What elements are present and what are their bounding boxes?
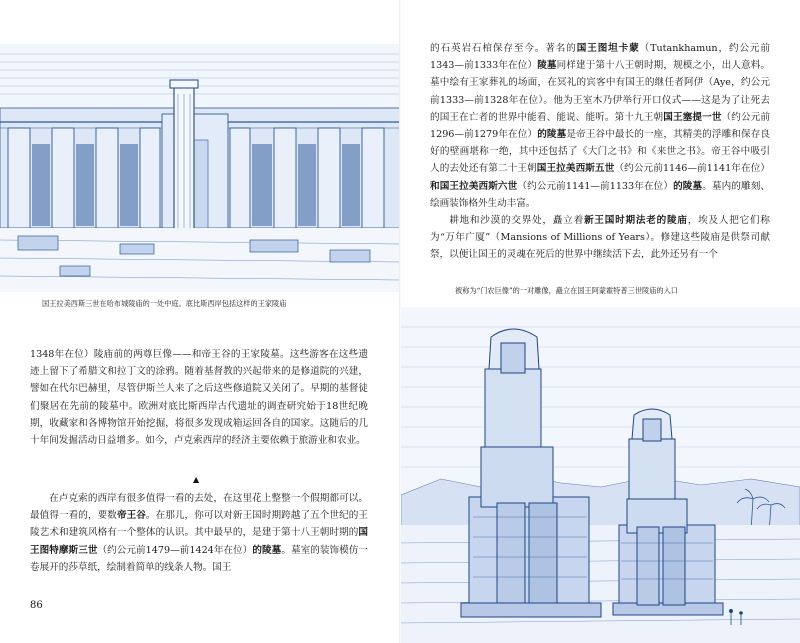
colossi-of-memnon-icon [401, 307, 800, 643]
right-paragraph-1 [430, 40, 770, 264]
right-p1-bold-ramesses-v: 国王拉美西斯五世 [536, 163, 615, 175]
right-p1-text-5: 是帝王谷中最长的一座，其精美的浮雕和保存良好的壁画堪称一绝，其中还包括了《大门之书》和《来世之书》。帝王谷中吸引人的去处还有第二十王朝 [430, 129, 771, 175]
right-p2-text-2: ，埃及人把它们称为“万年广厦”（Mansions of Millions of Years）。修建这些陵庙是供祭司献祭，以便让国王的灵魂在死后的世界中继续活下去，此外还另有一个 [430, 215, 771, 261]
right-p2-bold-mortuary-temples: 新王国时期法老的陵庙 [584, 215, 688, 227]
right-p2-text-1: 耕地和沙漠的交界处，矗立着 [449, 215, 585, 227]
right-p1-bold-ramesses-vi: 和国王拉美西斯六世 [430, 180, 518, 192]
right-p1-text-1: 的石英岩石棺保存至今。著名的 [430, 43, 577, 54]
left-p2-bold-tomb: 的陵墓 [252, 544, 282, 556]
right-p1-bold-tomb: 陵墓 [537, 60, 557, 72]
right-p1-text-4: （约公元前1296—前1279年在位） [430, 111, 771, 141]
right-p1-text-3: 同样建于第十八王朝时期，规模之小，出人意料。墓中绘有王家葬礼的场面，在冥礼的宾客中有国王的继任者阿伊（Aye，约公元前1333—前1328年在位）。他为王室木乃伊举行开口仪式——这是为了让死去的国王在亡者的世界中能看、能说、能听。第十九王朝 [430, 60, 771, 123]
right-illustration-caption: 被称为“门农巨像”的一对雕像，矗立在国王阿蒙霍特普三世陵庙的入口 [455, 286, 678, 295]
right-p1-text-6: （约公元前1146—前1141年在位） [614, 163, 771, 175]
left-p2-text-1: 在卢克索的西岸有很多值得一看的去处，在这里花上整整一个假期都可以。最值得一看的，要数 [30, 493, 368, 522]
temple-courtyard-icon [0, 44, 400, 292]
colossi-illustration [401, 307, 800, 643]
left-p2-text-2: 。在那儿，你可以对新王国时期跨越了五个世纪的王陵艺术和建筑风格有一个整体的认识。其中最早的，是建于第十八王朝时期的 [30, 510, 369, 539]
left-p2-bold-valley-of-kings: 帝王谷 [116, 510, 146, 522]
right-p1-text-7: （约公元前1141—前1133年在位） [517, 180, 674, 192]
right-p1-bold-seti: 国王塞提一世 [663, 111, 722, 123]
right-p1-text-8: 。墓内的雕刻、绘画装饰格外生动丰富。 [430, 180, 771, 209]
right-p1-bold-tomb-3: 的陵墓 [673, 180, 703, 192]
right-p1-bold-tutankhamun: 国王图坦卡蒙 [576, 43, 640, 54]
top-illustration-caption: 国王拉美西斯三世在哈布城陵庙的一处中庭。底比斯西岸包括这样的王家陵庙 [42, 299, 287, 308]
temple-courtyard-illustration [0, 44, 400, 292]
section-divider-icon: ▲ [193, 475, 200, 484]
left-p2-text-3: （约公元前1479—前1424年在位） [97, 544, 253, 556]
left-paragraph-1-text: 1348年在位）陵庙前的两尊巨像——和帝王谷的王家陵墓。这些游客在这些遗迹上留下了希腊文和拉丁文的涂鸦。随着基督教的兴起带来的是修道院的兴建，譬如在代尔巴赫里，尽管伊斯兰人来了之后这些修道院又关闭了。早期的基督徒们聚居在先前的陵墓中。欧洲对底比斯西岸古代遗址的调查研究始于18世纪晚期，收藏家和各博物馆开始挖掘，将很多发现成箱运回各自的国家。这随后的几十年间发掘活动日益增多。如今，卢克索西岸的经济主要依赖于旅游业和农业。 [30, 349, 368, 447]
left-paragraph-1 [30, 346, 368, 449]
left-p2-text-4: 。墓室的装饰模仿一卷展开的莎草纸，绘制着简单的线条人物。国王 [30, 544, 369, 573]
right-p1-text-2: （Tutankhamun，约公元前1343—前1333年在位） [430, 43, 771, 72]
left-paragraph-2 [30, 490, 368, 576]
left-p2-bold-thutmose: 国王图特摩斯三世 [30, 527, 368, 556]
page-number: 86 [30, 600, 43, 611]
right-p1-bold-tomb-2: 的陵墓 [537, 129, 567, 141]
